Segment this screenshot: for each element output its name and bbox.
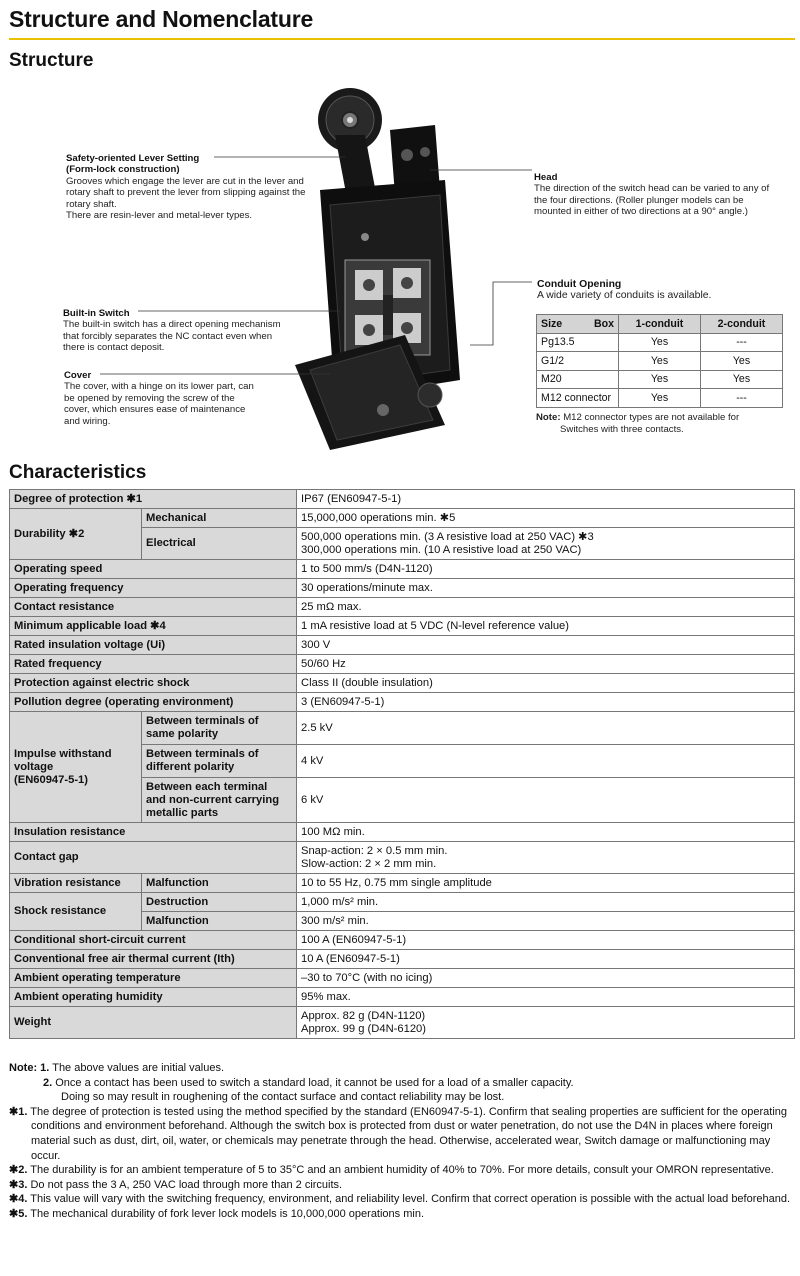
spec-value: IP67 (EN60947-5-1) [297,490,795,509]
table-row [10,655,795,674]
spec-value: 95% max. [297,988,795,1007]
spec-value: 1 mA resistive load at 5 VDC (N-level reference value) [297,617,795,636]
conduit-1: Yes [619,370,701,389]
spec-sublabel-line: different polarity [146,761,235,773]
callout-conduit-opening [537,279,787,302]
star-note-5-text: The mechanical durability of fork lever lock models is 10,000,000 operations min. [30,1207,425,1220]
table-row [10,509,795,528]
table-row [10,617,795,636]
star-note-5 [9,1207,791,1222]
table-row [537,333,783,352]
callout-head-title: Head [534,172,558,183]
conduit-1: Yes [619,389,701,408]
notes-block [9,1061,791,1222]
spec-value: 15,000,000 operations min. ✱5 [297,509,795,528]
conduit-size: M20 [537,370,619,389]
spec-sublabel-line: and non-current carrying [146,793,280,806]
spec-value: 3 (EN60947-5-1) [297,693,795,712]
callout-lever-setting [66,153,336,221]
spec-label: Rated frequency [10,655,297,674]
conduit-note [536,412,739,436]
spec-sublabel: Mechanical [142,509,297,528]
conduit-2: --- [701,389,783,408]
spec-label: Ambient operating temperature [10,969,297,988]
table-row [537,389,783,408]
star-note-1-text: The degree of protection is tested using the method specified by the standard (EN60947-5-1). Confirm that sealing properties are sufficient for the operating conditions and environment beforehand. Although the switch box is protected from dust or water penetration, do not use the D4N in places where foreign material such as dust, dirt, oil, water, or chemicals may penetrate through the head. Otherwise, accelerated wear, Switch damage or malfunctioning may occur. [30,1105,788,1162]
table-row [10,598,795,617]
note-2-continued: Doing so may result in roughening of the contact surface and contact reliability may be lost. [61,1091,505,1104]
spec-label: Operating speed [10,560,297,579]
note-2 [9,1076,791,1091]
spec-sublabel-line: Between terminals of [146,715,259,727]
spec-label: Operating frequency [10,579,297,598]
callout-cover-line: be opened by removing the screw of the [64,392,235,404]
callout-cover-line: cover, which ensures ease of maintenance [64,404,246,416]
callout-cover-title: Cover [64,370,92,381]
conduit-table-header [537,315,783,334]
spec-sublabel-line: metallic parts [146,806,219,819]
conduit-header-1: 1-conduit [619,315,701,334]
callout-head-line: mounted in either of two directions at a 90° angle.) [534,206,748,218]
conduit-header-size-box [537,315,619,334]
callout-switch-line: there is contact deposit. [63,342,165,354]
spec-value-line: Snap-action: 2 × 0.5 mm min. [301,844,448,857]
table-row [10,693,795,712]
spec-value: 50/60 Hz [297,655,795,674]
conduit-2: --- [701,333,783,352]
star-note-3 [9,1178,791,1193]
conduit-2: Yes [701,352,783,371]
callout-lever-line: There are resin-lever and metal-lever types. [66,210,253,222]
table-row [10,893,795,912]
spec-sublabel-line: Between terminals of [146,748,259,760]
table-row [10,712,795,745]
spec-value-line: 500,000 operations min. (3 A resistive load at 250 VAC) ✱3 [301,530,594,543]
spec-value: Class II (double insulation) [297,674,795,693]
spec-label: Conditional short-circuit current [10,931,297,950]
spec-value-line: Approx. 99 g (D4N-6120) [301,1022,426,1035]
callout-conduit-line: A wide variety of conduits is available. [537,290,712,302]
callout-head [534,172,796,218]
spec-value: 25 mΩ max. [297,598,795,617]
spec-label-multiline [10,712,142,823]
characteristics-table [9,489,795,1039]
spec-label: Minimum applicable load ✱4 [10,617,297,636]
spec-sublabel: Electrical [142,528,297,560]
spec-label: Shock resistance [10,893,142,931]
table-row [537,352,783,371]
spec-sublabel-multiline [142,778,297,823]
spec-label: Contact gap [10,842,297,874]
star-note-3-text: Do not pass the 3 A, 250 VAC load through more than 2 circuits. [30,1178,343,1191]
callout-switch-line: The built-in switch has a direct opening mechanism [63,319,281,331]
callout-built-in-switch [63,308,303,354]
callout-cover [64,370,284,427]
spec-value: 30 operations/minute max. [297,579,795,598]
callout-cover-line: The cover, with a hinge on its lower part, can [64,381,254,393]
note-1-text: The above values are initial values. [52,1062,225,1074]
conduit-size: Pg13.5 [537,333,619,352]
table-row [10,950,795,969]
conduit-note-line2: Switches with three contacts. [560,424,684,435]
spec-value: 4 kV [297,745,795,778]
callout-lever-line: rotary shaft to prevent the lever from slipping against the [66,187,306,199]
conduit-size: M12 connector [537,389,619,408]
conduit-2: Yes [701,370,783,389]
spec-value: 2.5 kV [297,712,795,745]
callout-cover-line: and wiring. [64,415,111,427]
spec-value: 10 to 55 Hz, 0.75 mm single amplitude [297,874,795,893]
spec-value-line: Approx. 82 g (D4N-1120) [301,1009,426,1022]
conduit-note-line1: M12 connector types are not available for [563,412,740,423]
table-row [10,823,795,842]
table-row [10,636,795,655]
spec-value: 1,000 m/s² min. [297,893,795,912]
table-row [10,931,795,950]
table-row [10,988,795,1007]
callout-head-line: The direction of the switch head can be varied to any of [534,183,770,195]
callout-lever-line: rotary shaft. [66,198,117,210]
spec-value-multiline [297,528,795,560]
spec-label: Rated insulation voltage (Ui) [10,636,297,655]
spec-value-multiline [297,1007,795,1039]
star-note-4-mark: ✱4. [9,1193,28,1206]
star-note-5-mark: ✱5. [9,1207,28,1220]
star-note-4-text: This value will vary with the switching frequency, environment, and reliability level. Confirm that correct operation is possible with the actual load beforehand. [30,1193,791,1206]
table-row [10,1007,795,1039]
conduit-header-size: Size [541,317,563,330]
section-heading-structure: Structure [9,50,94,71]
star-note-3-mark: ✱3. [9,1178,28,1191]
spec-label: Durability ✱2 [10,509,142,560]
callout-conduit-title: Conduit Opening [537,279,622,290]
conduit-1: Yes [619,333,701,352]
conduit-note-label: Note: [536,412,561,423]
spec-label: Protection against electric shock [10,674,297,693]
spec-sublabel-multiline [142,745,297,778]
spec-value-line: 300,000 operations min. (10 A resistive load at 250 VAC) [301,543,582,556]
table-row [10,969,795,988]
table-row [10,674,795,693]
table-row [10,874,795,893]
table-row [10,560,795,579]
callout-switch-line: that forcibly separates the NC contact even when [63,330,273,342]
note-2-mark: 2. [43,1076,53,1089]
spec-value-multiline [297,842,795,874]
spec-value: 1 to 500 mm/s (D4N-1120) [297,560,795,579]
spec-value: 300 m/s² min. [297,912,795,931]
spec-value: 100 MΩ min. [297,823,795,842]
spec-label-line: Impulse withstand [14,747,112,760]
spec-label: Contact resistance [10,598,297,617]
spec-label: Insulation resistance [10,823,297,842]
spec-value: –30 to 70°C (with no icing) [297,969,795,988]
spec-sublabel-line: same polarity [146,728,219,740]
conduit-table [536,314,783,408]
spec-label: Vibration resistance [10,874,142,893]
star-note-1-mark: ✱1. [9,1105,28,1118]
star-note-4 [9,1192,791,1207]
star-note-2-text: The durability is for an ambient temperature of 5 to 35°C and an ambient humidity of 40% to 70%. For more details, consult your OMRON representative. [30,1164,774,1177]
note-2-text: Once a contact has been used to switch a standard load, it cannot be used for a load of a smaller capacity. [55,1076,574,1089]
spec-value: 10 A (EN60947-5-1) [297,950,795,969]
callout-lever-title: Safety-oriented Lever Setting [66,153,200,164]
spec-value-line: Slow-action: 2 × 2 mm min. [301,857,437,870]
spec-value: 100 A (EN60947-5-1) [297,931,795,950]
table-row [10,490,795,509]
conduit-1: Yes [619,352,701,371]
callout-lever-line: Grooves which engage the lever are cut in the lever and [66,175,304,187]
spec-sublabel-line: Between each terminal [146,780,268,793]
star-note-2 [9,1163,791,1178]
spec-sublabel: Malfunction [142,874,297,893]
note-1 [9,1061,791,1076]
spec-label: Ambient operating humidity [10,988,297,1007]
spec-label: Weight [10,1007,297,1039]
star-note-1 [9,1105,791,1163]
spec-label: Degree of protection ✱1 [10,490,297,509]
callout-head-line: the four directions. (Roller plunger models can be [534,194,744,206]
note-label: Note: [9,1062,38,1074]
page-title: Structure and Nomenclature [9,6,314,32]
spec-label-line: voltage [14,760,54,773]
table-row [537,370,783,389]
spec-value: 300 V [297,636,795,655]
table-row [10,579,795,598]
spec-label-line: (EN60947-5-1) [14,773,88,786]
spec-sublabel-multiline [142,712,297,745]
callout-switch-title: Built-in Switch [63,308,130,319]
table-row [10,842,795,874]
spec-value: 6 kV [297,778,795,823]
conduit-header-2: 2-conduit [701,315,783,334]
spec-label: Pollution degree (operating environment) [10,693,297,712]
callout-lever-subtitle: (Form-lock construction) [66,164,180,176]
spec-label: Conventional free air thermal current (Ith) [10,950,297,969]
conduit-size: G1/2 [537,352,619,371]
conduit-header-box: Box [593,317,614,330]
section-heading-characteristics: Characteristics [9,462,147,483]
star-note-2-mark: ✱2. [9,1164,28,1177]
spec-sublabel: Destruction [142,893,297,912]
spec-sublabel: Malfunction [142,912,297,931]
note-1-mark: 1. [40,1062,50,1074]
